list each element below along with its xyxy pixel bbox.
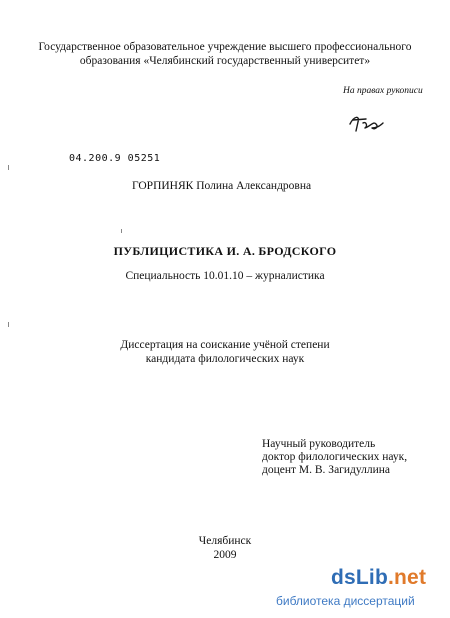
scan-mark [8, 322, 9, 327]
dissertation-title: ПУБЛИЦИСТИКА И. А. БРОДСКОГО [113, 244, 337, 258]
advisor-name: доцент М. В. Загидуллина [262, 464, 391, 476]
dslib-watermark-subtitle: библиотека диссертаций [276, 594, 415, 608]
degree-line-1: Диссертация на соискание учёной степени [120, 339, 330, 351]
advisor-role: Научный руководитель [262, 438, 376, 450]
watermark-logo-tld: .net [388, 566, 427, 589]
specialty: Специальность 10.01.10 – журналистика [125, 270, 325, 282]
dslib-watermark-logo [331, 566, 426, 590]
scan-mark [8, 165, 9, 170]
archive-stamp-number: 04.200.9 05251 [69, 153, 161, 164]
institution-line-1: Государственное образовательное учреждение высшего профессионального [38, 41, 412, 53]
manuscript-rights-note: На правах рукописи [343, 86, 423, 96]
advisor-degree: доктор филологических наук, [262, 451, 408, 463]
author-name: ГОРПИНЯК Полина Александровна [132, 180, 312, 192]
institution-line-2: образования «Челябинский государственный университет» [79, 55, 371, 67]
watermark-logo-main: dsLib [331, 566, 388, 589]
year: 2009 [213, 549, 237, 561]
degree-line-2: кандидата филологических наук [145, 353, 305, 365]
handwritten-signature [346, 112, 386, 134]
place: Челябинск [198, 535, 252, 547]
scan-mark [121, 229, 122, 233]
